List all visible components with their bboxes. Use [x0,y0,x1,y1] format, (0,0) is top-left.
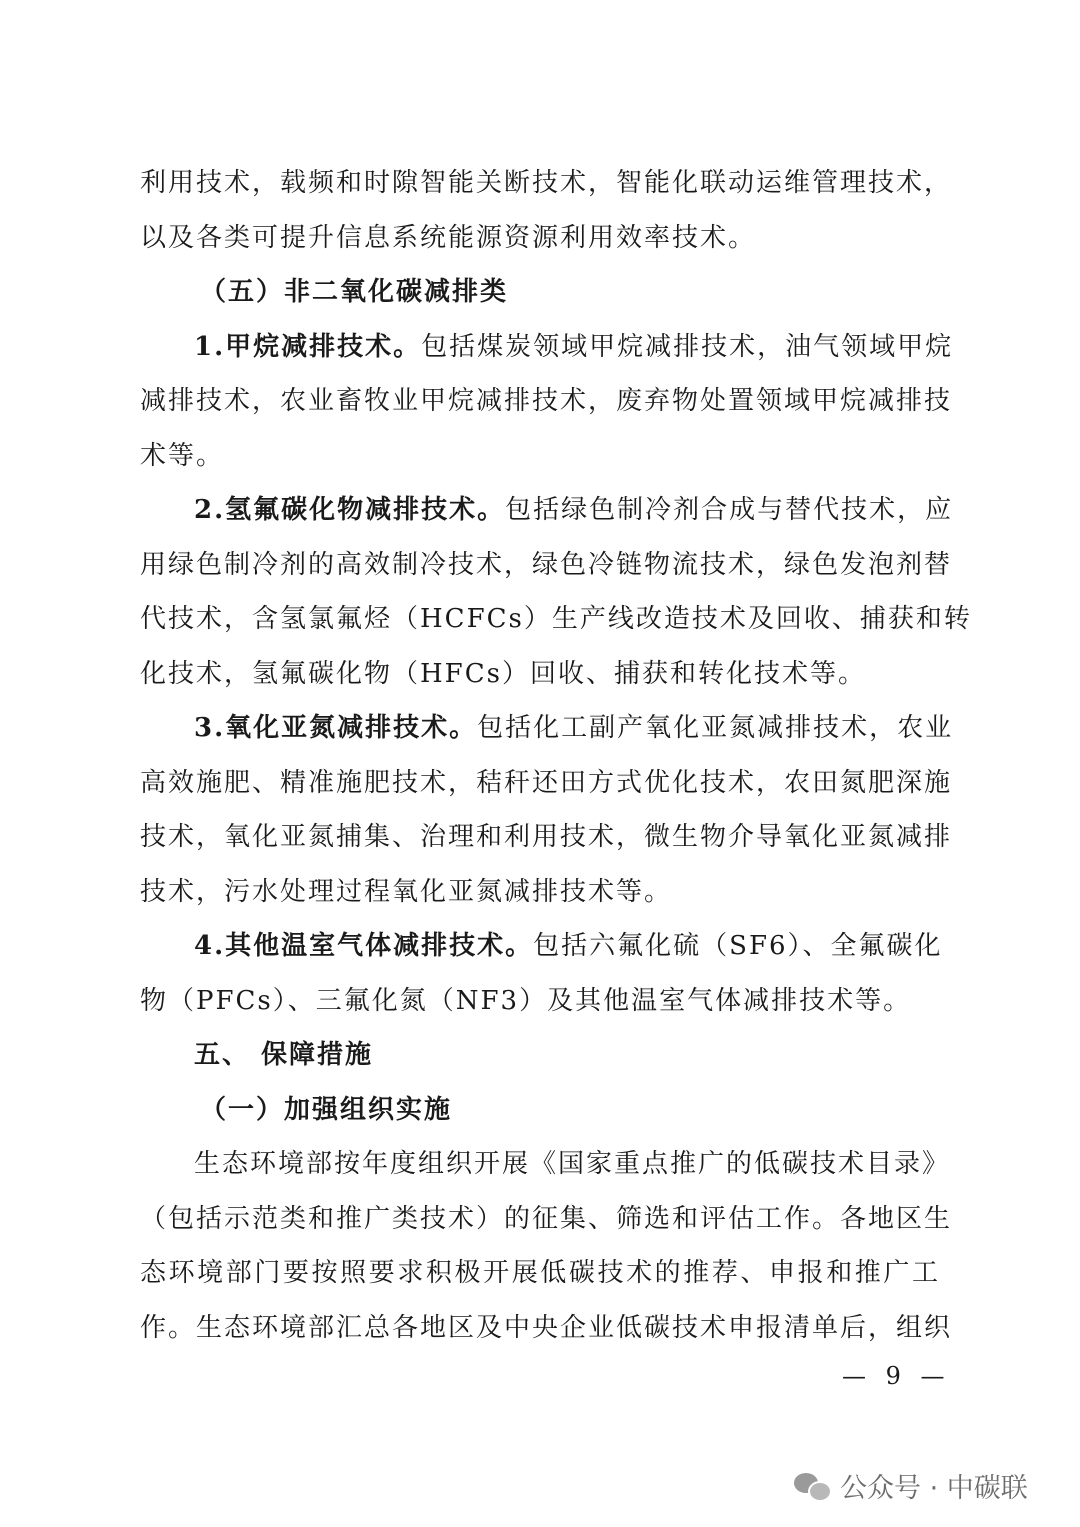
paragraph-line: 生态环境部按年度组织开展《国家重点推广的低碳技术目录》 [194,1149,951,1179]
item-title: 1.甲烷减排技术。 [194,331,422,362]
item-text: 包括绿色制冷剂合成与替代技术，应 [505,495,954,525]
text-line: 物（PFCs）、三氟化氮（NF3）及其他温室气体减排技术等。 [140,985,912,1016]
watermark-text: 公众号 · 中碳联 [840,1473,1028,1504]
text-line: 高效施肥、精准施肥技术，秸秆还田方式优化技术，农田氮肥深施 [140,767,953,798]
paragraph-line [140,701,954,756]
text-line: 利用技术，载频和时隙智能关断技术，智能化联动运维管理技术， [140,168,953,198]
text-line: 作。生态环境部汇总各地区及中央企业低碳技术申报清单后，组织 [140,1312,953,1343]
text-line: （包括示范类和推广类技术）的征集、筛选和评估工作。各地区生 [140,1203,953,1234]
source-watermark [794,1466,1028,1505]
text-line: 术等。 [140,440,225,471]
text-line: 以及各类可提升信息系统能源资源利用效率技术。 [140,222,757,253]
text-line: 代技术，含氢氯氟烃（HCFCs）生产线改造技术及回收、捕获和转 [140,604,972,634]
text-line: 减排技术，农业畜牧业甲烷减排技术，废弃物处置领域甲烷减排技 [140,386,953,416]
subsection-heading: （一）加强组织实施 [200,1094,453,1125]
body-text [140,156,972,1355]
section-heading: 五、 保障措施 [194,1040,374,1070]
subsection-heading: （五）非二氧化碳减排类 [200,277,509,307]
paragraph-line [140,320,954,375]
paragraph-line [140,919,943,974]
wechat-icon [794,1471,830,1501]
text-line: 技术，污水处理过程氧化亚氮减排技术等。 [140,876,673,907]
page-number: — 9 — [842,1362,951,1390]
item-text: 包括六氟化硫（SF6）、全氟碳化 [533,931,943,961]
text-line: 化技术，氢氟碳化物（HFCs）回收、捕获和转化技术等。 [140,658,866,689]
item-text: 包括煤炭领域甲烷减排技术，油气领域甲烷 [421,331,954,362]
item-text: 包括化工副产氧化亚氮减排技术，农业 [477,713,954,743]
paragraph-line [140,483,954,538]
item-title: 2.氢氟碳化物减排技术。 [194,495,506,525]
text-line: 用绿色制冷剂的高效制冷技术，绿色冷链物流技术，绿色发泡剂替 [140,549,953,580]
item-title: 4.其他温室气体减排技术。 [194,931,534,961]
text-line: 技术，氧化亚氮捕集、治理和利用技术，微生物介导氧化亚氮减排 [140,822,953,852]
text-line: 态环境部门要按照要求积极开展低碳技术的推荐、申报和推广工 [140,1258,940,1288]
item-title: 3.氧化亚氮减排技术。 [194,713,478,743]
